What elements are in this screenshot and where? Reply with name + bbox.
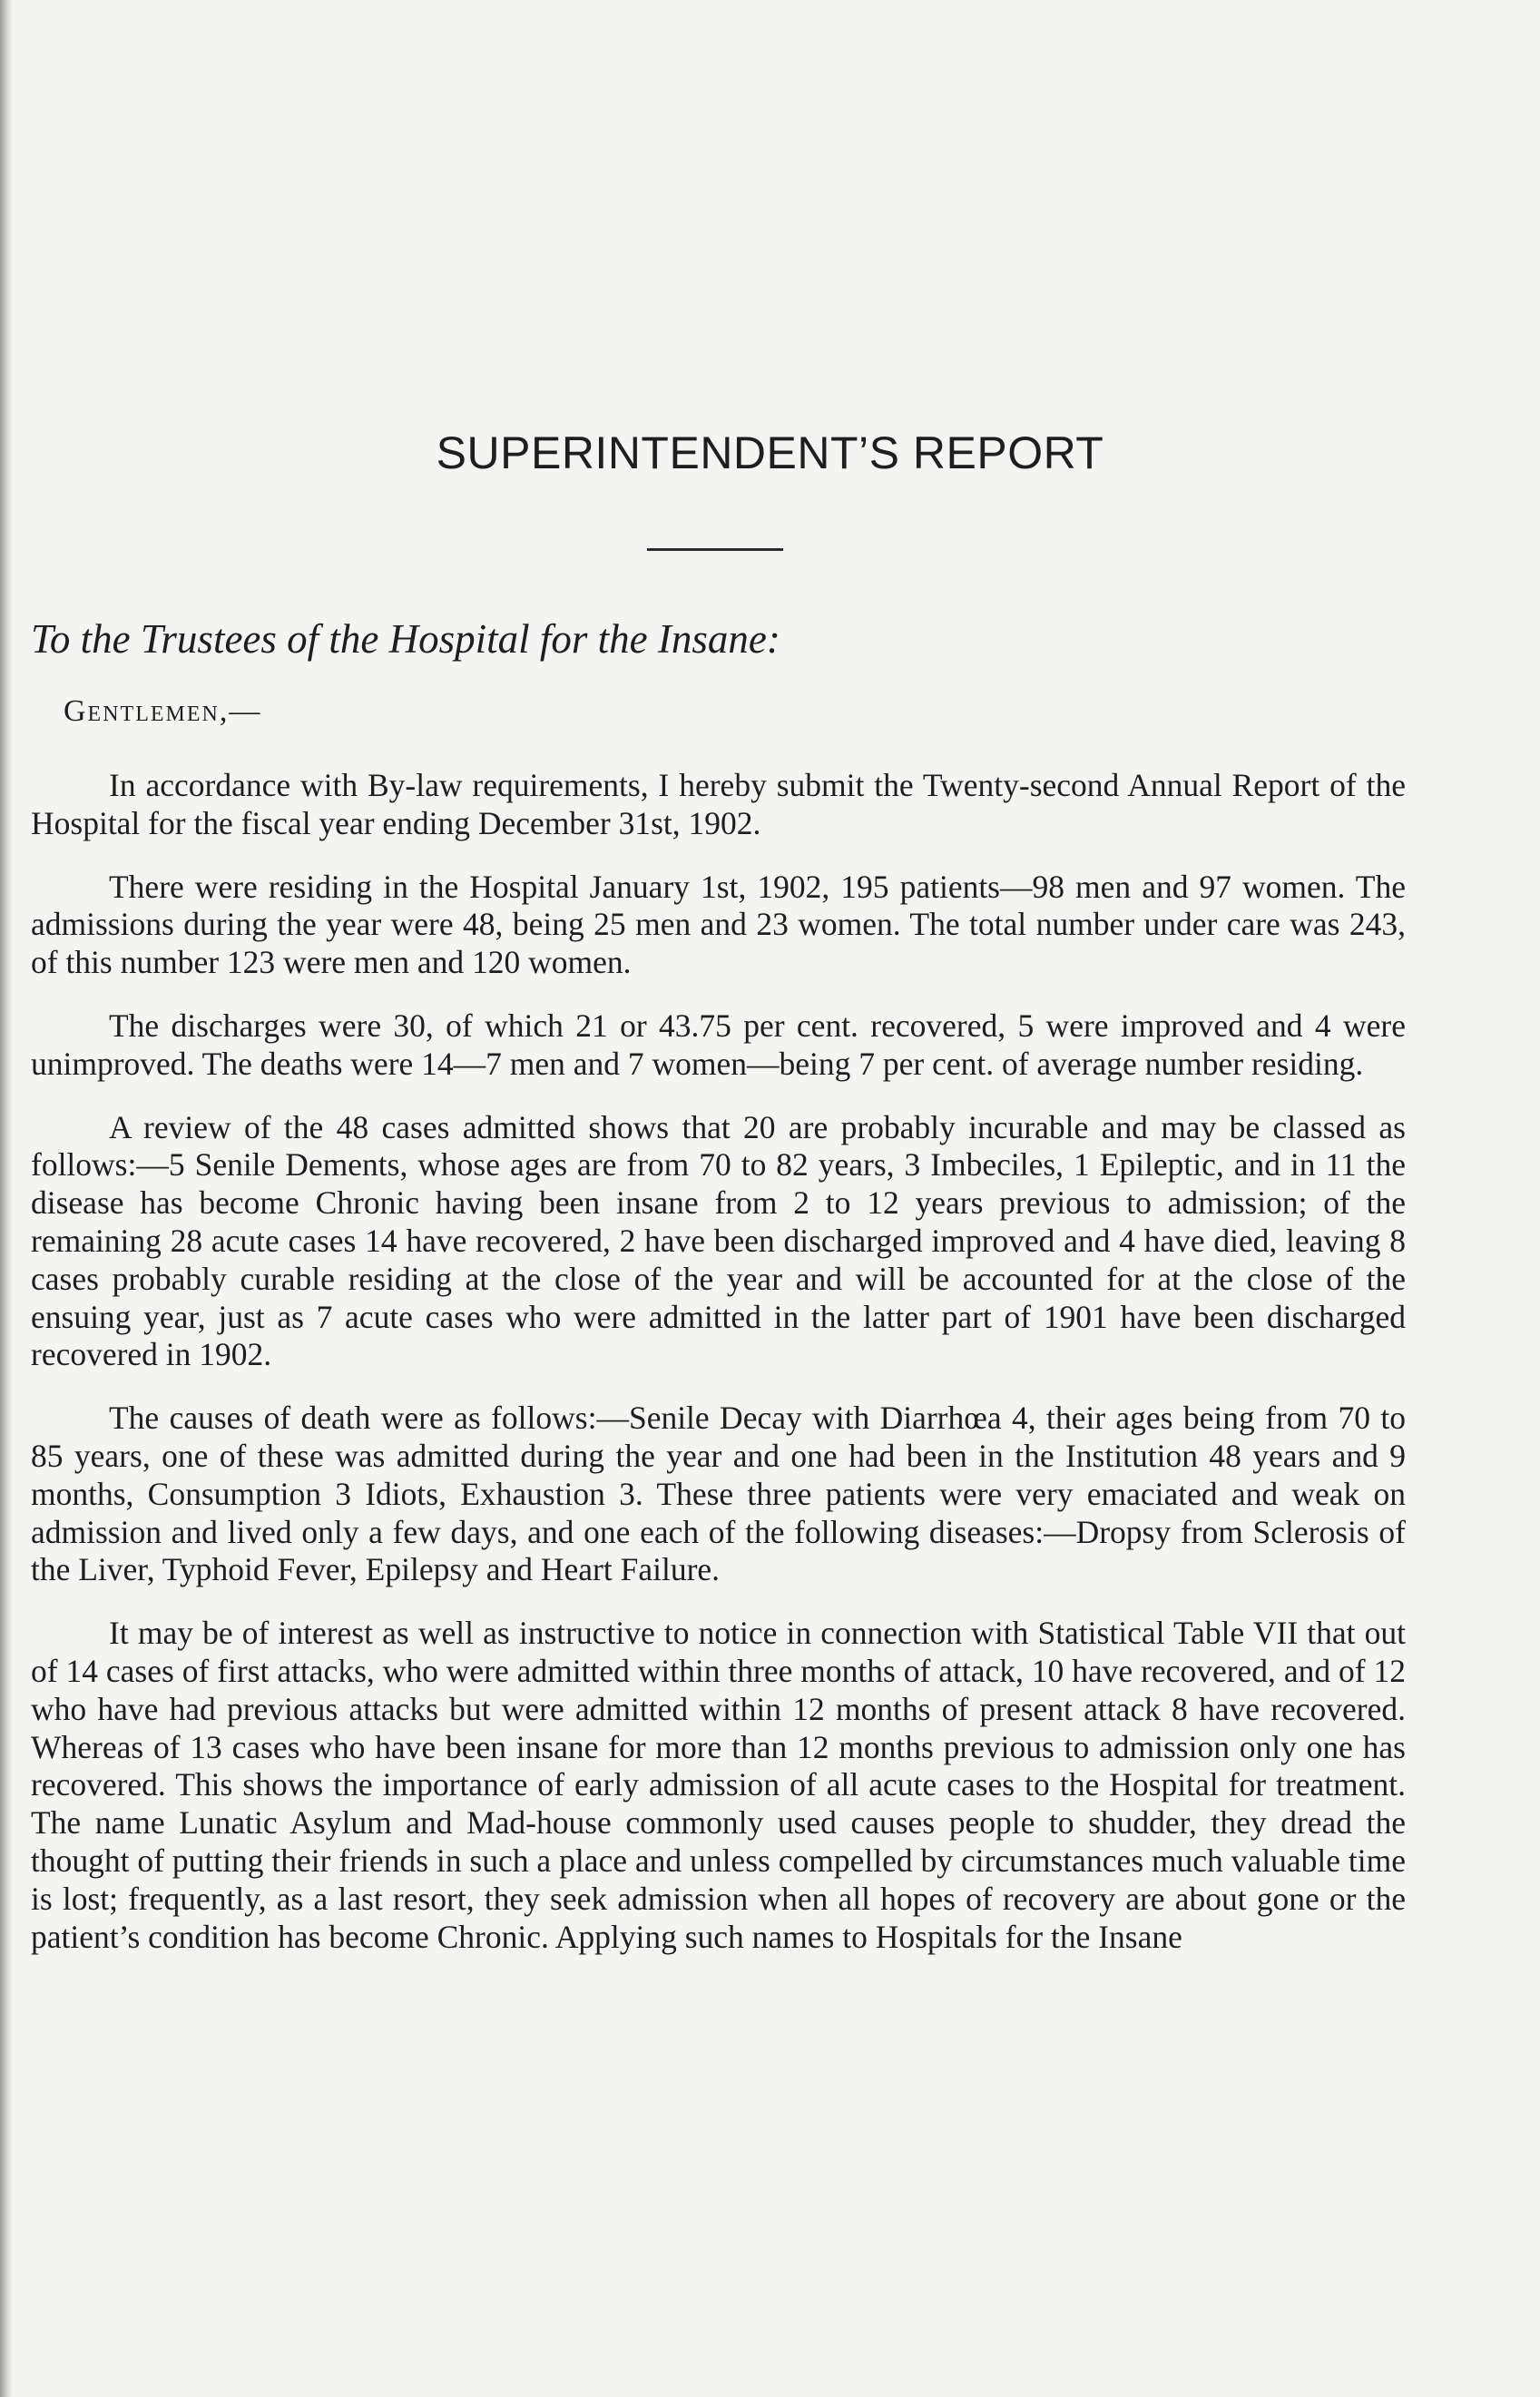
report-body — [31, 767, 1406, 1981]
greeting: Gentlemen,— — [64, 694, 262, 728]
page-title: SUPERINTENDENT’S REPORT — [436, 427, 1104, 478]
salutation: To the Trustees of the Hospital for the Insane: — [31, 616, 780, 662]
title-divider — [647, 548, 783, 551]
paragraph-early-admission: It may be of interest as well as instructive to notice in connection with Statistical Table VII that out of 14 cases of first attacks, who were admitted within three months of attack, 10 have recovered, and of 12 who have had previous attacks but were admitted within 12 months of present attack 8 have recovered. Whereas of 13 cases who have been insane for more than 12 months previous to admission only one has recovered. This shows the importance of early admission of all acute cases to the Hospital for treatment. The name Lunatic Asylum and Mad-house commonly used causes people to shudder, they dread the thought of putting their friends in such a place and unless compelled by circumstances much valuable time is lost; frequently, as a last resort, they seek admission when all hopes of recovery are about gone or the patient’s condition has become Chronic. Applying such names to Hospitals for the Insane — [31, 1615, 1406, 1955]
paragraph-discharges: The discharges were 30, of which 21 or 43.75 per cent. recovered, 5 were improved and 4 were unimproved. The deaths were 14—7 men and 7 women—being 7 per cent. of average number residing. — [31, 1007, 1406, 1082]
page-edge-shadow — [0, 0, 13, 2397]
paragraph-annual-report: In accordance with By-law requirements, I hereby submit the Twenty-second Annual Report of the Hospital for the fiscal year ending December 31st, 1902. — [31, 767, 1406, 841]
paragraph-residents: There were residing in the Hospital January 1st, 1902, 195 patients—98 men and 97 women. The admissions during the year were 48, being 25 men and 23 women. The total number under care was 243, of this number 123 were men and 120 women. — [31, 868, 1406, 981]
paragraph-causes-of-death: The causes of death were as follows:—Senile Decay with Diarrhœa 4, their ages being from 70 to 85 years, one of these was admitted during the year and one had been in the Institution 48 years and 9 months, Consumption 3 Idiots, Exhaustion 3. These three patients were very emaciated and weak on admission and lived only a few days, and one each of the following diseases:—Dropsy from Sclerosis of the Liver, Typhoid Fever, Epilepsy and Heart Failure. — [31, 1400, 1406, 1588]
paragraph-admissions-review: A review of the 48 cases admitted shows that 20 are probably incurable and may be classed as follows:—5 Senile Dements, whose ages are from 70 to 82 years, 3 Imbeciles, 1 Epileptic, and in 11 the disease has become Chronic having been insane from 2 to 12 years previous to admission; of the remaining 28 acute cases 14 have recovered, 2 have been discharged improved and 4 have died, leaving 8 cases probably curable residing at the close of the year and will be accounted for at the close of the ensuing year, just as 7 acute cases who were admitted in the latter part of 1901 have been discharged recovered in 1902. — [31, 1108, 1406, 1373]
